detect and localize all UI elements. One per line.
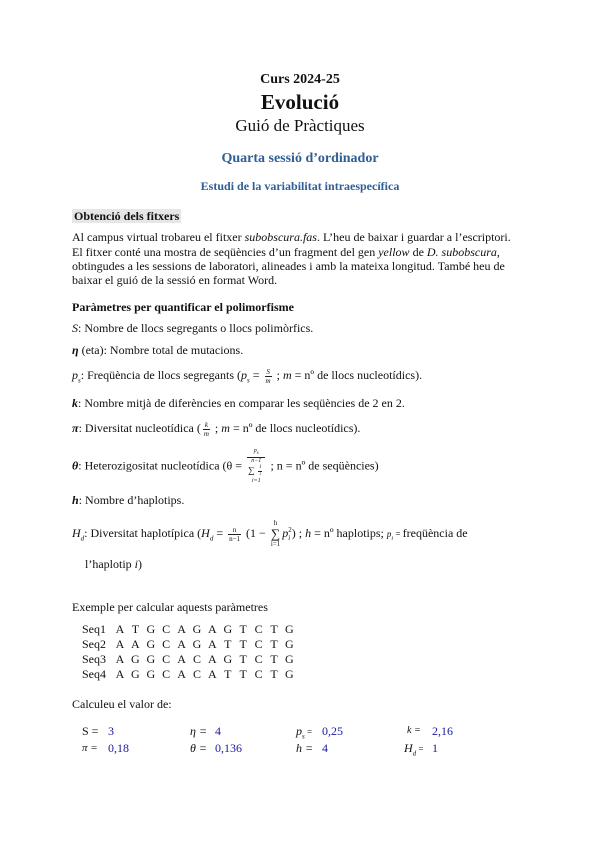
sum-lower-limit: i=1 [270, 540, 281, 549]
nucleotide: A [115, 667, 125, 681]
param-description: l’haplotip [85, 557, 135, 571]
nucleotide: C [162, 667, 171, 681]
nucleotide: A [208, 667, 217, 681]
param-symbol: i [134, 557, 139, 571]
nucleotide: C [192, 652, 201, 666]
answer-h-value: 4 [322, 741, 328, 755]
nucleotide: G [285, 667, 294, 681]
superscript: 2 [288, 526, 292, 535]
param-k [72, 396, 405, 410]
answer-S-value: 3 [108, 724, 114, 738]
param-S [72, 321, 313, 335]
formula-part: p [282, 526, 289, 540]
params-heading: Paràmetres per quantificar el polimorfisme [72, 300, 294, 314]
param-description: : Nombre de llocs segregants o llocs polimòrfics. [78, 321, 314, 335]
param-description: = nº de llocs nucleotídics). [291, 368, 423, 382]
nucleotide: T [224, 667, 232, 681]
param-symbol: θ [72, 458, 79, 473]
nucleotide: T [239, 622, 247, 636]
answer-pi-label: π = [82, 742, 98, 754]
param-h [72, 493, 184, 507]
nucleotide: T [131, 622, 140, 636]
sum-upper-limit: n−1 [251, 458, 262, 465]
answer-k-label: k = [407, 725, 421, 736]
nucleotide: T [239, 667, 247, 681]
param-description: = nº haplotips; [311, 526, 387, 540]
nucleotide: A [208, 622, 217, 636]
text-segment: de [409, 245, 427, 259]
nucleotide: C [254, 637, 263, 651]
fraction-denominator: i [259, 472, 261, 478]
param-description: : Freqüència de llocs segregants ( [80, 368, 242, 382]
theta-numerator [247, 448, 265, 458]
answer-pi-value: 0,18 [108, 741, 129, 755]
formula-part: ) [291, 526, 296, 540]
text-segment: El fitxer conté una mostra de seqüències d’un fragment del gen [72, 245, 379, 259]
nucleotide: T [239, 652, 247, 666]
param-pi [72, 417, 360, 439]
nucleotide: C [162, 622, 171, 636]
theta-fraction [247, 448, 265, 485]
nucleotide: G [285, 637, 294, 651]
pi-fraction [203, 421, 210, 438]
nucleotide: G [131, 652, 140, 666]
param-description: = [393, 529, 403, 539]
formula-subscript: d [209, 534, 214, 543]
param-symbol: h [305, 526, 312, 540]
label-symbol: H [404, 741, 413, 755]
label-subscript: s [302, 732, 305, 741]
fraction-denominator: m [265, 376, 271, 385]
param-symbol: η [72, 343, 79, 357]
nucleotide: G [146, 622, 156, 636]
sum-upper-limit: h [273, 519, 278, 528]
nucleotide: G [223, 652, 233, 666]
fraction-denominator: m [203, 429, 209, 438]
nucleotide: T [270, 652, 278, 666]
calc-label: Calculeu el valor de: [72, 697, 172, 711]
nucleotide: A [131, 637, 140, 651]
fraction-denominator: n−1 [229, 534, 241, 543]
text-segment: , [496, 245, 500, 259]
answer-k-value: 2,16 [432, 724, 453, 738]
nucleotide: G [146, 667, 156, 681]
nucleotide: A [177, 637, 186, 651]
formula-part: (1 − [246, 526, 269, 540]
sum-symbol: ∑ [248, 465, 255, 476]
nucleotide: A [208, 637, 217, 651]
nucleotide: A [177, 622, 186, 636]
answer-eta-label: η = [190, 724, 208, 738]
sum-symbol: ∑ [270, 526, 281, 542]
guide-subtitle: Guió de Pràctiques [235, 116, 365, 135]
formula-lhs: θ [226, 458, 233, 473]
param-description: : Diversitat nucleotídica ( [78, 421, 201, 435]
param-description: (eta): Nombre total de mutacions. [78, 343, 244, 357]
nucleotide: T [239, 637, 247, 651]
fraction-numerator: 1 [258, 465, 262, 471]
nucleotide: G [192, 637, 202, 651]
text-segment: Al campus virtual trobareu el fitxer [72, 230, 245, 244]
answer-eta-value: 4 [215, 724, 221, 738]
nucleotide: C [254, 622, 263, 636]
param-description: freqüència de [402, 526, 468, 540]
nucleotide: A [177, 652, 186, 666]
subject-title: Evolució [260, 90, 340, 114]
param-description: ; n = nº de seqüències) [267, 458, 379, 473]
nucleotide: T [270, 667, 278, 681]
text-segment: . L’heu de baixar i guardar a l’escriptori. [316, 230, 511, 244]
obtaining-heading [72, 209, 181, 223]
param-eta [72, 343, 243, 357]
course-year: Curs 2024-25 [260, 72, 340, 87]
sequence-name: Seq3 [82, 652, 106, 666]
theta-denominator [247, 458, 265, 485]
sequence-row [82, 622, 322, 636]
param-symbol: h [72, 493, 79, 507]
param-symbol: m [221, 421, 230, 435]
nucleotide: G [146, 652, 156, 666]
subscript: i [288, 534, 291, 543]
label-equals: = [416, 744, 424, 754]
param-subscript: s [78, 376, 81, 385]
param-description: : Nombre mitjà de diferències en comparar les seqüències de 2 en 2. [78, 396, 405, 410]
nucleotide: T [224, 637, 232, 651]
param-subscript: i [391, 535, 394, 542]
obtaining-line-2 [72, 245, 500, 259]
sequence-row [82, 652, 322, 666]
sequence-name: Seq1 [82, 622, 106, 636]
param-symbol: k [72, 396, 78, 410]
answer-theta-value: 0,136 [215, 741, 242, 755]
file-name: subobscura.fas [244, 230, 317, 244]
param-description: : Diversitat haplotípica ( [84, 526, 202, 540]
fraction-numerator: n [228, 526, 241, 535]
Hd-fraction [228, 526, 241, 543]
nucleotide: C [254, 667, 263, 681]
species-name: D. subobscura [426, 245, 497, 259]
formula-lhs: p [241, 368, 248, 382]
numerator-subscript: s [256, 451, 259, 457]
fraction-numerator: k [204, 420, 208, 429]
param-description: ; [211, 421, 222, 435]
numerator-symbol: p [253, 448, 257, 454]
obtaining-line-3: obtingudes a les sessions de laboratori, alineades i amb la mateixa longitud. També heu de [72, 259, 505, 273]
sum-term-fraction [258, 465, 263, 478]
param-description: ) [138, 557, 143, 571]
nucleotide: G [131, 667, 140, 681]
obtaining-line-1 [72, 230, 511, 244]
nucleotide: A [177, 667, 186, 681]
sequence-name: Seq2 [82, 637, 106, 651]
param-description: = nº de llocs nucleotídics). [229, 421, 361, 435]
nucleotide: A [115, 622, 125, 636]
label-subscript: d [412, 749, 417, 758]
nucleotide: A [208, 652, 217, 666]
nucleotide: C [162, 637, 171, 651]
param-description: : Heterozigositat nucleotídica ( [78, 458, 227, 473]
answer-Hd-value: 1 [432, 741, 438, 755]
nucleotide: G [285, 622, 294, 636]
example-heading: Exemple per calcular aquests paràmetres [72, 600, 268, 614]
ps-fraction [265, 368, 272, 385]
nucleotide: C [192, 667, 201, 681]
label-symbol: p [296, 724, 302, 738]
param-theta: θ: Heterozigositat nucleotídica (θ = $p_s$ n−1 ∑ $\frac{1}{i}$ i=1 ; n = nº de seqüències) [72, 448, 379, 485]
topic-title: Estudi de la variabilitat intraespecífica [200, 179, 400, 193]
param-description: : Nombre d’haplotips. [78, 493, 185, 507]
param-symbol: H [72, 526, 81, 540]
formula-subscript: s [247, 376, 250, 385]
nucleotide: A [115, 652, 125, 666]
param-description: ; [273, 368, 283, 382]
nucleotide: G [223, 622, 233, 636]
formula-lhs: H [201, 526, 210, 540]
param-description: ; [295, 526, 306, 540]
label-equals: = [304, 727, 313, 737]
answer-ps-value: 0,25 [322, 724, 343, 738]
answer-S-label: S = [82, 724, 99, 738]
sequence-row [82, 667, 322, 681]
param-symbol: p [386, 529, 392, 539]
nucleotide: A [115, 637, 125, 651]
param-symbol: p [72, 368, 78, 382]
param-Hd: $H_d$: Diversitat haplotípica ($H_d$ = $\frac{n}{n-1}$ (1 − h ∑ i=1 p 2 i ) ; h = nº haplotips; $p_i$ = freqüència de [72, 519, 468, 549]
gene-name: yellow [378, 245, 410, 259]
obtaining-heading-text: Obtenció dels fitxers [74, 209, 180, 223]
nucleotide: T [270, 622, 278, 636]
param-ps: $p_s$: Freqüència de llocs segregants ($p_s$ = $\frac{S}{m}$ ; m = nº de llocs nucleotídics). [72, 367, 423, 385]
param-symbol: π [72, 421, 79, 435]
nucleotide: G [285, 652, 294, 666]
sequence-name: Seq4 [82, 667, 106, 681]
nucleotide: C [254, 652, 263, 666]
answer-theta-label: θ = [190, 741, 207, 755]
Hd-sum [271, 519, 280, 549]
fraction-numerator: S [266, 367, 270, 376]
sequence-row [82, 637, 322, 651]
nucleotide: T [270, 637, 278, 651]
answer-h-label: h = [296, 741, 314, 755]
param-subscript: d [80, 534, 85, 543]
param-symbol: m [282, 368, 292, 382]
param-Hd-line2 [85, 557, 142, 571]
answer-Hd-label [404, 741, 424, 760]
param-symbol: S [72, 321, 78, 335]
nucleotide: G [192, 622, 202, 636]
obtaining-line-4: baixar el guió de la sessió en format Word. [72, 273, 278, 287]
session-title: Quarta sessió d’ordinador [221, 151, 379, 166]
nucleotide: G [146, 637, 156, 651]
sum-lower-limit: i=1 [251, 478, 261, 485]
nucleotide: C [162, 652, 171, 666]
